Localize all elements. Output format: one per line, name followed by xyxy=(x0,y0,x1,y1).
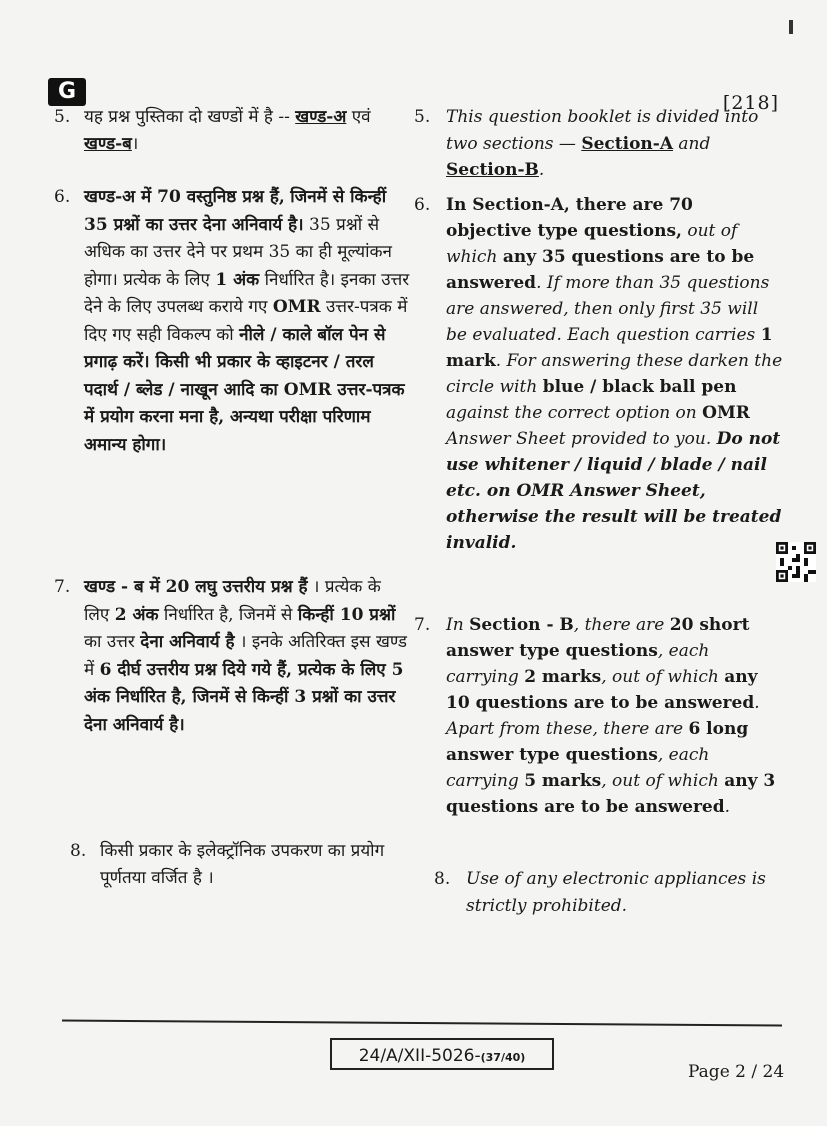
text: OMR xyxy=(702,403,750,423)
text: . Apart from these, there are xyxy=(446,693,760,739)
text: नीले / काले बॉल पेन से प्रगाढ़ करें। किसी भी प्रकार के व्हाइटनर / तरल पदार्थ / ब्लेड / नाखून आदि का OMR उत्तर-पत्रक में प्रयोग करना मना है, अन्यथा परीक्षा परिणाम अमान्य होगा। xyxy=(84,324,405,455)
text: any 35 questions are to be answered xyxy=(446,247,755,293)
series-badge: G xyxy=(48,78,86,106)
text: किन्हीं 10 प्रश्नों xyxy=(297,604,396,625)
text: Do not use whitener / liquid / blade / nail etc. on OMR Answer Sheet, otherwise the result will be treated invalid. xyxy=(446,429,782,553)
footer-rule xyxy=(62,1019,782,1026)
section-b-label: Section-B xyxy=(446,160,539,180)
hindi-item-6 xyxy=(54,184,410,459)
item-number: 5. xyxy=(414,107,431,127)
text: निर्धारित है, जिनमें से xyxy=(158,604,298,625)
text: In Section-A, there are 70 objective type questions, xyxy=(446,195,693,241)
english-item-5 xyxy=(414,104,784,184)
text: । इनके अतिरिक्त इस खण्ड में xyxy=(84,632,408,680)
text: खण्ड-अ में 70 वस्तुनिष्ठ प्रश्न हैं, xyxy=(84,187,285,207)
text: blue / black ball pen xyxy=(542,377,737,397)
text: किसी प्रकार के इलेक्ट्रॉनिक उपकरण का प्रयोग पूर्णतया वर्जित है । xyxy=(100,841,385,888)
hindi-item-8 xyxy=(70,838,426,891)
corner-mark xyxy=(789,20,793,34)
text: Answer Sheet provided to you. xyxy=(446,429,717,449)
text: 20 short answer type questions xyxy=(446,615,750,661)
text: In xyxy=(446,615,470,635)
text: OMR xyxy=(272,297,321,317)
footer-page-number: Page 2 / 24 xyxy=(688,1062,785,1082)
text: 2 अंक xyxy=(114,604,159,625)
text: जिनमें से किन्हीं 35 प्रश्नों का उत्तर देना अनिवार्य है। xyxy=(84,187,387,235)
item-number: 6. xyxy=(414,195,431,215)
text: , each carrying xyxy=(446,641,710,687)
text: यह प्रश्न पुस्तिका दो खण्डों में है -- xyxy=(84,107,296,127)
section-b-label: खण्ड-ब xyxy=(84,133,132,154)
item-number: 5. xyxy=(54,107,71,127)
text: , out of which xyxy=(601,667,725,687)
text: 1 mark xyxy=(446,325,773,371)
english-item-8 xyxy=(434,866,794,919)
text: 6 दीर्घ उत्तरीय प्रश्न दिये गये हैं, प्रत्येक के लिए 5 अंक निर्धारित है, जिनमें से किन्हीं 3 प्रश्नों का उत्तर देना अनिवार्य है। xyxy=(84,659,404,735)
text: निर्धारित है। इनका उत्तर देने के लिए उपलब्ध कराये गए xyxy=(84,269,410,317)
item-number: 7. xyxy=(414,615,431,635)
code-text: 24/A/XII-5026- xyxy=(358,1046,481,1066)
text: . If more than 35 questions are answered, then only first 35 will be evaluated. Each question carries xyxy=(446,273,770,345)
text: का उत्तर xyxy=(84,632,141,652)
item-number: 8. xyxy=(70,841,87,861)
text: , there are xyxy=(573,615,670,635)
section-a-label: खण्ड-अ xyxy=(295,107,347,127)
text: उत्तर-पत्रक में दिए गए सही विकल्प को xyxy=(84,297,408,345)
text: . For answering these darken the circle with xyxy=(446,351,783,397)
text: This question booklet is divided into two sections — xyxy=(446,107,759,154)
qr-code-icon xyxy=(776,542,816,582)
page-number: [218] xyxy=(722,92,779,114)
text: Section - B xyxy=(469,615,574,635)
text: 1 अंक xyxy=(215,269,260,290)
text: 6 long answer type questions xyxy=(446,719,749,765)
text: । xyxy=(131,133,139,154)
hindi-item-7 xyxy=(54,574,410,739)
item-number: 8. xyxy=(434,869,451,889)
booklet-code xyxy=(330,1038,554,1070)
text: . xyxy=(724,797,731,817)
text: . xyxy=(538,160,545,180)
text: against the correct option on xyxy=(446,403,703,423)
text: 35 प्रश्नों से अधिक का उत्तर देने पर प्रथम 35 का ही मूल्यांकन होगा। प्रत्येक के लिए xyxy=(84,214,392,290)
text: any 3 questions are to be answered xyxy=(446,771,776,817)
text: खण्ड - ब में 20 लघु उत्तरीय प्रश्न हैं xyxy=(84,577,308,597)
text: , out of which xyxy=(601,771,725,791)
hindi-item-5 xyxy=(54,104,410,157)
section-a-label: Section-A xyxy=(581,133,674,154)
item-number: 7. xyxy=(54,577,71,597)
code-suffix: (37/40) xyxy=(480,1051,526,1064)
text: and xyxy=(673,133,711,154)
english-item-6 xyxy=(414,192,784,556)
text: out of which xyxy=(446,221,738,267)
english-item-7 xyxy=(414,612,784,820)
text: देना अनिवार्य है xyxy=(140,632,235,652)
text: , each carrying xyxy=(446,745,710,791)
text: 5 marks xyxy=(524,771,602,791)
item-number: 6. xyxy=(54,187,71,207)
text: । प्रत्येक के लिए xyxy=(84,577,381,625)
text: Use of any electronic appliances is strictly prohibited. xyxy=(466,869,766,916)
text: any 10 questions are to be answered xyxy=(446,667,758,713)
text: एवं xyxy=(346,107,371,127)
text: 2 marks xyxy=(524,667,602,687)
